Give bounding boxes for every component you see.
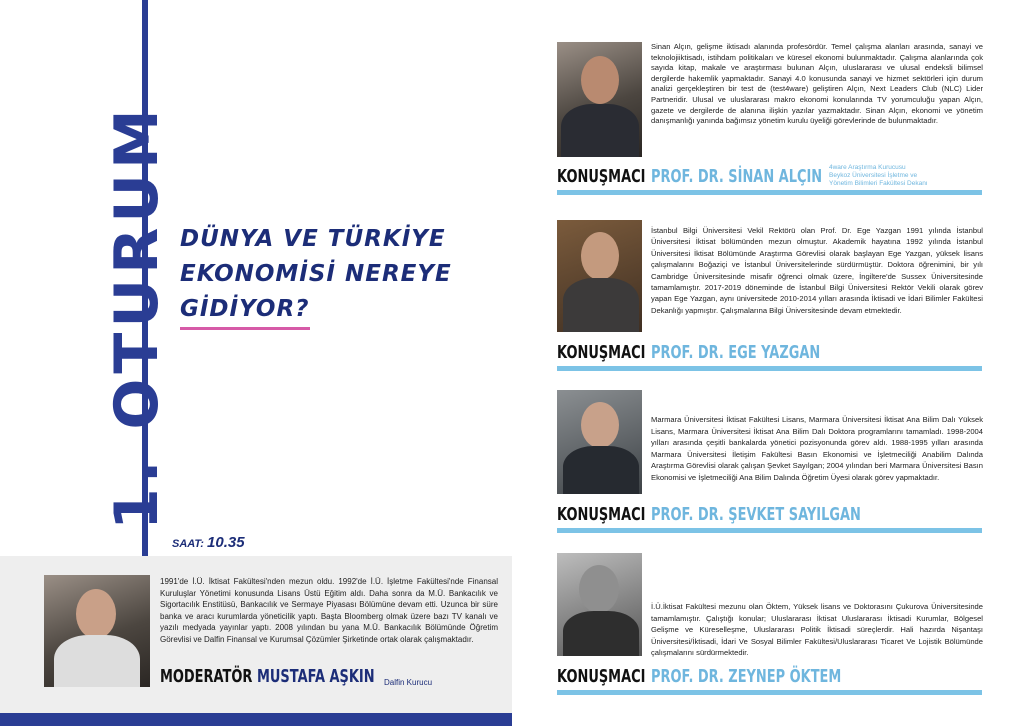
session-time [172, 534, 245, 551]
speaker-2-bio: İstanbul Bilgi Üniversitesi Vekil Rektörü olan Prof. Dr. Ege Yazgan 1991 yılında İstanbul Üniversitesi İktisat bölümünden mezun olmuştur. Akademik hayatına 1992 yılında İstanbul Üniversitesi İktisat Bölümünde Araştırma Görevlisi olarak başlayan Ege Yazgan, yüksek lisans çalışmalarını Boğaziçi ve İstanbul Üniversitelerinde sürdürmüştür. Doktora öğrenimini, bir yılı Cambridge Üniversitesinde misafir öğrenci olmak üzere, İngiltere'de Sussex Üniversitesinde tamamlamıştır. 2017-2019 döneminde de İstanbul Bilgi Üniversitesi Rektör Vekili olarak görev yapan Ege Yazgan, aynı üniversitede 2010-2014 yılları arasında İktisadi ve İdari Bilimler Fakültesi Dekanlığı yapmıştır. Çalışmalarına Bilgi Üniversitesinde devam etmektedir. [651, 226, 983, 315]
speaker-2-name: PROF. DR. EGE YAZGAN [651, 342, 821, 363]
speaker-2-underline [557, 366, 982, 371]
moderator-photo [44, 575, 150, 687]
speaker-1-role: KONUŞMACI [557, 166, 646, 187]
speaker-1-name: PROF. DR. SİNAN ALÇIN [651, 166, 823, 187]
speaker-4-name: PROF. DR. ZEYNEP ÖKTEM [651, 666, 842, 687]
topic-line-2: EKONOMİSİ NEREYE [180, 261, 452, 287]
time-value: 10.35 [207, 534, 245, 551]
bottom-bar [0, 713, 512, 726]
moderator-bio: 1991'de İ.Ü. İktisat Fakültesi'nden mezun oldu. 1992'de İ.Ü. İşletme Fakültesi'nde Finansal Kuruluşlar Yönetimi konusunda Lisans Üstü Eğitim aldı. Daha sonra da M.Ü. Bankacılık ve Sigortacılık Enstitüsü, Bankacılık ve Sermaye Piyasası Bölümüne devam etti. Uzunca bir süre banka ve aracı kurumlarda yöneticilik yaptı. Başta Bloomberg olmak üzere bazı TV kanalı ve yazılı medyada yayınlar yaptı. 2008 yılından bu yana M.Ü. Bankacılık Bölümünde Öğretim Görevlisi ve Dalfin Finansal ve Kurumsal Çözümler Şirketinde ortak olarak çalışmaktadır. [160, 577, 498, 644]
speaker-3-bio: Marmara Üniversitesi İktisat Fakültesi Lisans, Marmara Üniversitesi İktisat Ana Bilim Dalı Yüksek Lisans, Marmara Üniversitesi İktisat Ana Bilim Dalı Doktora programlarını tamamladı. 1998-2004 yılları arasında çeşitli bankalarda yönetici pozisyonunda görev aldı. 1988-1995 yılları arasında Marmara Üniversitesi İletişim Fakültesi Basın Ekonomisi ve İşletmeciliği Anabilim Dalında Araştırma Görevlisi olarak çalışan Şevket Sayılgan; 2004 yılından beri Marmara Üniversitesi Basın Ekonomisi ve İşletmeciliği Ana Bilim Dalında Öğretim Üyesi olarak görev yapmaktadır. [651, 415, 983, 482]
speaker-3-photo [557, 390, 642, 494]
speaker-3-role: KONUŞMACI [557, 504, 646, 525]
speaker-3-underline [557, 528, 982, 533]
speaker-2-role: KONUŞMACI [557, 342, 646, 363]
moderator-role: MODERATÖR [160, 666, 253, 687]
speaker-2-photo [557, 220, 642, 332]
speaker-1-bio: Sinan Alçın, gelişme iktisadı alanında profesördür. Temel çalışma alanları arasında, sanayi ve teknolojiiktisadı, istihdam politikaları ve küresel ekonomi bulunmaktadır. Çalışma alanlarında çok sayıda kitap, makale ve araştırması bulunan Alçın, uluslararası ve ulusal endeksli bilimsel dergilerde hakemlik yapmaktadır. Sanayi 4.0 konusunda sanayi ve hizmet sektörleri için durum analizi gerçekleştiren bir test de (test4ware) geliştiren Alçın, Next Leaders Club (NLC) Lider Partneridir. Ulusal ve uluslararası makro ekonomi konularında TV yorumculuğu yapan Alçın, gazete ve dergilerde de alanına ilişkin yazılar yazmaktadır. Sinan Alçın, ekonomi ve yönetim danışmanlığı yanında bağımsız yönetim kurulu üyeliği görevlerinde de bulunmaktadır. [651, 42, 983, 126]
speaker-1-affiliation: 4ware Araştırma Kurucusu Beykoz Üniversitesi İşletme ve Yönetim Bilimleri Fakültesi Dekanı [829, 164, 928, 187]
speaker-3-name: PROF. DR. ŞEVKET SAYILGAN [651, 504, 861, 525]
topic-line-3: GİDİYOR? [180, 292, 310, 330]
session-title: 1. OTURUM [102, 104, 172, 530]
speaker-1-photo [557, 42, 642, 157]
moderator-name: MUSTAFA AŞKIN [257, 666, 375, 687]
speaker-4-role: KONUŞMACI [557, 666, 646, 687]
speaker-1-underline [557, 190, 982, 195]
speaker-4-photo [557, 553, 642, 656]
speaker-4-underline [557, 690, 982, 695]
time-label: SAAT: [172, 538, 204, 550]
moderator-affiliation: Dalfin Kurucu [384, 678, 433, 687]
topic-line-1: DÜNYA VE TÜRKİYE [180, 226, 446, 252]
speaker-4-bio: İ.Ü.İktisat Fakültesi mezunu olan Öktem, Yüksek lisans ve Doktorasını Çukurova Üniversitesinde tamamlamıştır. Çalıştığı konular; Uluslararası İktisat Uluslararası İktisadi Kurumlar, Bölgesel Gelişme ve Küreselleşme, Uluslararası Politik İktisadi süreçlerdir. Hali hazırda Nişantaşı Üniversitesi/İktisadi, İdari Ve Sosyal Bilimler Fakültesi/Uluslararası Ticaret Ve Lojistik Bölümünde çalışmalarını sürdürmektedir. [651, 602, 983, 658]
session-topic [180, 222, 480, 330]
